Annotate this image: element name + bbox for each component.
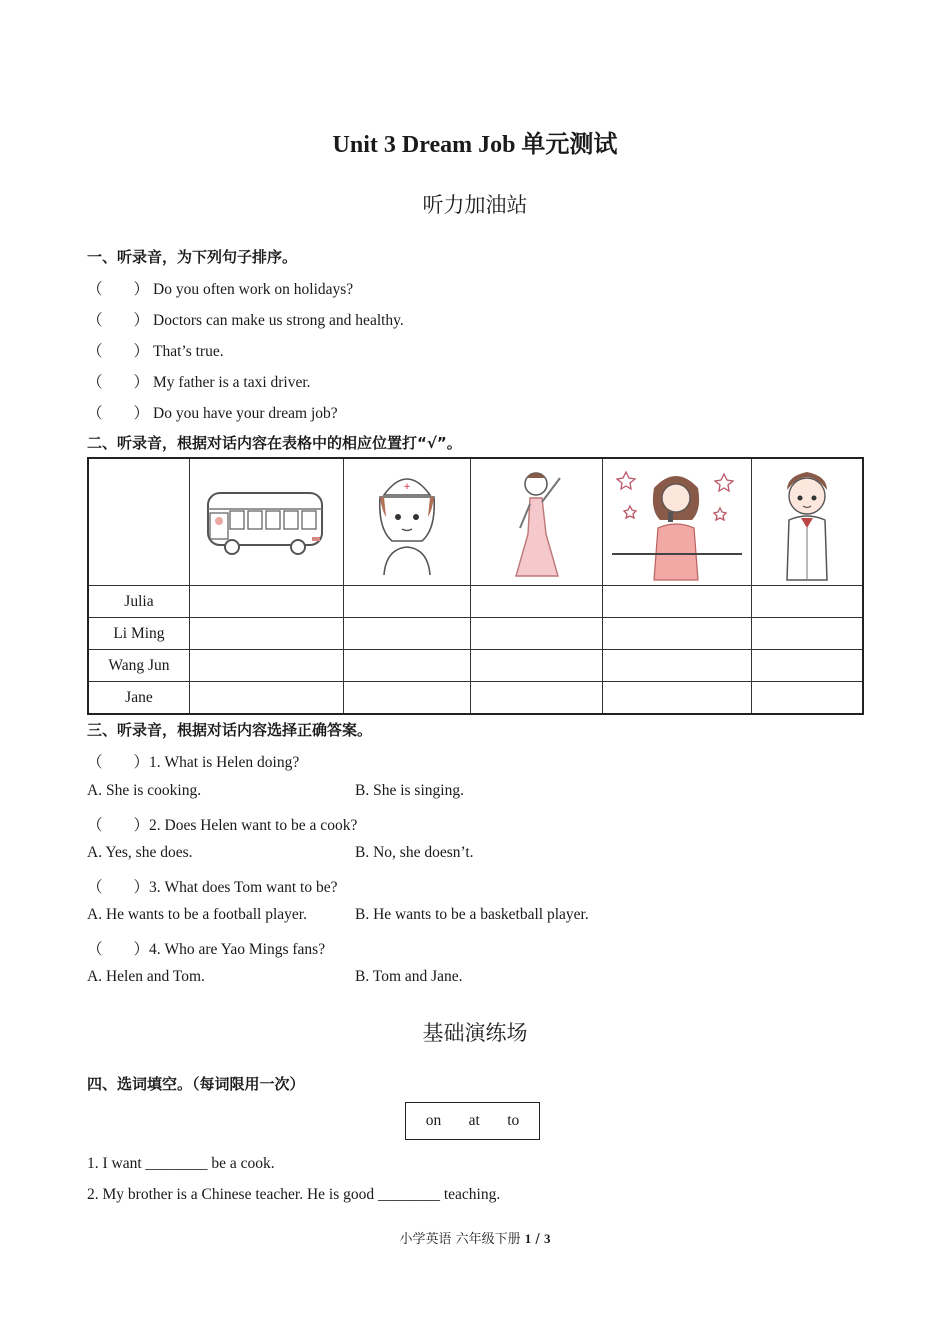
answer-table [87, 457, 864, 715]
word-bank-item: to [507, 1112, 520, 1129]
footer-text: 小学英语 六年级下册 [399, 1232, 525, 1247]
part3-heading: 三、听录音，根据对话内容选择正确答案。 [87, 721, 373, 739]
table-row [88, 618, 863, 650]
section-title-listening: 听力加油站 [422, 193, 528, 217]
question: （ ）2. Does Helen want to be a cook? [87, 817, 358, 834]
fill-in-item: 2. My brother is a Chinese teacher. He is good ________ teaching. [87, 1186, 501, 1203]
option-a: A. Yes, she does. [87, 844, 193, 861]
list-item: （ ） My father is a taxi driver. [87, 374, 311, 391]
page-number: 1 [524, 1231, 532, 1246]
option-a: A. She is cooking. [87, 782, 202, 799]
page-total: 3 [543, 1231, 551, 1246]
word-bank-item: at [468, 1112, 480, 1129]
table-corner-cell [88, 458, 189, 586]
option-b: B. He wants to be a basketball player. [355, 906, 589, 923]
question: （ ）3. What does Tom want to be? [87, 879, 338, 896]
svg-text:+: + [403, 482, 411, 492]
row-name-cell: Li Ming [88, 618, 189, 650]
table-row [88, 586, 863, 618]
table-row [88, 650, 863, 682]
part4-heading: 四、选词填空。（每词限用一次） [87, 1075, 305, 1093]
dancer-icon [471, 458, 603, 586]
table-row [88, 682, 863, 715]
table-header-row [88, 458, 863, 586]
section-title-basic: 基础演练场 [422, 1021, 528, 1045]
part2-heading: 二、听录音，根据对话内容在表格中的相应位置打“√”。 [87, 434, 462, 452]
fill-in-item: 1. I want ________ be a cook. [87, 1155, 275, 1172]
nurse-icon [343, 458, 471, 586]
option-a: A. Helen and Tom. [87, 968, 205, 985]
list-item: （ ） Doctors can make us strong and healthy. [87, 312, 404, 329]
page-footer: 小学英语 六年级下册 1 / 3 [399, 1231, 551, 1247]
question: （ ）4. Who are Yao Mings fans? [87, 941, 326, 958]
row-name-cell: Jane [88, 682, 189, 715]
singer-icon [602, 458, 751, 586]
part1-heading: 一、听录音，为下列句子排序。 [87, 248, 298, 266]
word-bank-item: on [425, 1112, 442, 1129]
option-b: B. She is singing. [355, 782, 464, 799]
list-item: （ ） That’s true. [87, 343, 224, 360]
option-b: B. Tom and Jane. [355, 968, 463, 985]
word-bank [405, 1102, 540, 1140]
list-item: （ ） Do you have your dream job? [87, 405, 338, 422]
question: （ ）1. What is Helen doing? [87, 754, 300, 771]
page-title: Unit 3 Dream Job 单元测试 [332, 132, 618, 158]
option-a: A. He wants to be a football player. [87, 906, 307, 923]
option-b: B. No, she doesn’t. [355, 844, 474, 861]
row-name-cell: Julia [88, 586, 189, 618]
bus-driver-icon [189, 458, 343, 586]
row-name-cell: Wang Jun [88, 650, 189, 682]
list-item: （ ） Do you often work on holidays? [87, 281, 354, 298]
doctor-icon [751, 458, 863, 586]
